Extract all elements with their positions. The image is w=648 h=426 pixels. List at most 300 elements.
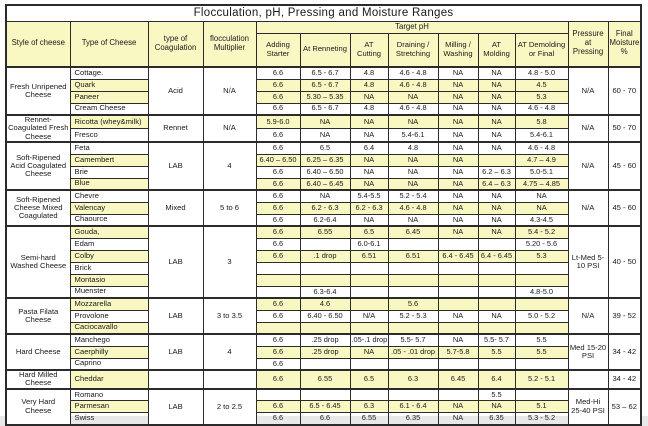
ph-molding-cell [478,298,515,310]
ph-renneting-cell: 6.55 [300,370,350,389]
ph-renneting-cell: 6.55 [300,226,350,238]
ph-demolding-cell [515,262,568,274]
ph-renneting-cell: 6.5 - 6.45 [300,401,350,413]
ph-milling-cell: NA [438,334,478,346]
table-row [6,262,641,274]
ph-cutting-cell: NA [350,178,388,190]
ph-cutting-cell [350,322,388,334]
ph-milling-cell: 6.4 - 6.45 [438,250,478,262]
cheese-type-cell: Brie [70,166,148,178]
multiplier-cell [203,370,256,389]
table-row [6,214,641,226]
pressure-cell: N/A [568,142,608,190]
ph-cutting-cell: NA [350,115,388,129]
cheese-type-cell: Montasio [70,274,148,286]
cheese-type-cell: Chaource [70,214,148,226]
ph-adding-cell: 6.6 [256,310,300,322]
ph-molding-cell: 6.4 [478,370,515,389]
ph-cutting-cell [350,298,388,310]
ph-draining-cell: NA [388,178,438,190]
ph-molding-cell [478,262,515,274]
cheese-type-cell: Mozzarella [70,298,148,310]
ph-draining-cell: 4.8 [388,142,438,154]
ph-adding-cell: 6.6 [256,401,300,413]
ph-adding-cell: 6.6 [256,202,300,214]
ph-demolding-cell: 5.1 [515,401,568,413]
ph-molding-cell: 6.2 – 6.3 [478,166,515,178]
ph-draining-cell: 5.2 - 5.4 [388,190,438,202]
ph-renneting-cell: 6.2 - 6.3 [300,202,350,214]
ph-milling-cell [438,298,478,310]
table-row [6,178,641,190]
ph-draining-cell: 6.51 [388,250,438,262]
cheese-type-cell: Ricotta (whey&milk) [70,115,148,129]
ph-molding-cell: NA [478,79,515,91]
ph-molding-cell: NA [478,67,515,79]
ph-demolding-cell: 5.8 [515,115,568,129]
style-group-cell: Fresh Unripened Cheese [6,67,70,115]
ph-cutting-cell [350,389,388,401]
table-row [6,238,641,250]
ph-adding-cell: 6.6 [256,346,300,358]
pressure-cell: Med-Hi 25-40 PSI [568,389,608,425]
ph-draining-cell [388,322,438,334]
ph-milling-cell: NA [438,142,478,154]
column-header-at-renneting: At Renneting [300,33,350,67]
ph-milling-cell: NA [438,91,478,103]
ph-demolding-cell [515,274,568,286]
table-row [6,166,641,178]
ph-renneting-cell: 6.6 [300,413,350,425]
multiplier-cell: 5 to 6 [203,190,256,226]
ph-demolding-cell: NA [515,202,568,214]
ph-demolding-cell: 5.0-5.1 [515,166,568,178]
ph-renneting-cell: 5.30 – 5.35 [300,91,350,103]
table-row [6,190,641,202]
table-row [6,91,641,103]
ph-renneting-cell: 6.25 – 6.35 [300,154,350,166]
ph-milling-cell: NA [438,178,478,190]
ph-cutting-cell: 6.51 [350,250,388,262]
table-row [6,154,641,166]
ph-milling-cell: NA [438,310,478,322]
cheese-type-cell: Parmesan [70,401,148,413]
ph-cutting-cell: NA [350,91,388,103]
table-row [6,115,641,129]
cheese-type-cell: Cream Cheese [70,103,148,115]
ph-renneting-cell [300,262,350,274]
cheese-type-cell: Fresco [70,129,148,143]
ph-demolding-cell [515,322,568,334]
ph-adding-cell: 6.6 [256,413,300,425]
ph-demolding-cell: 5.20 - 5.6 [515,238,568,250]
ph-adding-cell: 6.6 [256,129,300,143]
ph-demolding-cell: 5.5 [515,346,568,358]
ph-cutting-cell: NA [350,129,388,143]
ph-adding-cell [256,274,300,286]
cheese-type-cell: Edam [70,238,148,250]
cheese-type-cell: Gouda, [70,226,148,238]
style-group-cell: Rennet-Coagulated Fresh Cheese [6,115,70,142]
ph-cutting-cell: NA [350,346,388,358]
ph-cutting-cell [350,286,388,298]
cheese-type-cell: Feta [70,142,148,154]
ph-demolding-cell: NA [515,190,568,202]
ph-renneting-cell: .25 drop [300,346,350,358]
ph-milling-cell: NA [438,115,478,129]
ph-renneting-cell: 6.5 - 6.7 [300,67,350,79]
ph-molding-cell: NA [478,190,515,202]
ph-adding-cell: 6.6 [256,226,300,238]
ph-molding-cell: NA [478,115,515,129]
ph-milling-cell [438,322,478,334]
style-group-cell: Hard Cheese [6,334,70,370]
ph-draining-cell [388,286,438,298]
cheese-type-cell: Romano [70,389,148,401]
ph-adding-cell: 6.40 – 6.50 [256,154,300,166]
coagulation-cell: LAB [148,226,203,298]
ph-cutting-cell: .05-.1 drop [350,334,388,346]
ph-molding-cell [478,154,515,166]
ph-demolding-cell: 5.0 - 5.2 [515,310,568,322]
pressure-cell: N/A [568,298,608,334]
coagulation-cell: Mixed [148,190,203,226]
ph-milling-cell: NA [438,166,478,178]
ph-molding-cell: 5.5- 5.7 [478,334,515,346]
ph-cutting-cell: NA [350,214,388,226]
ph-milling-cell [438,286,478,298]
ph-draining-cell: 4.6 - 4.8 [388,103,438,115]
ph-renneting-cell [300,238,350,250]
column-header-draining-stretching: Draining / Stretching [388,33,438,67]
ph-demolding-cell: 5.5 [515,334,568,346]
pressure-cell: N/A [568,115,608,142]
ph-renneting-cell: 6.40 – 6.45 [300,178,350,190]
ph-renneting-cell: 6.3-6.4 [300,286,350,298]
style-group-cell: Hard Milled Cheese [6,370,70,389]
column-header-at-molding: AT Molding [478,33,515,67]
ph-adding-cell: 6.6 [256,142,300,154]
pressure-cell [568,370,608,389]
table-row [6,226,641,238]
table-body [6,67,641,425]
ph-draining-cell [388,389,438,401]
ph-renneting-cell [300,389,350,401]
column-header-final-moisture: Final Moisture % [608,21,641,67]
multiplier-cell: 3 [203,226,256,298]
style-group-cell: Soft-Ripened Cheese Mixed Coagulated [6,190,70,226]
ph-adding-cell: 5.9-6.0 [256,115,300,129]
ph-demolding-cell: 4.8 - 5.0 [515,67,568,79]
table-row [6,401,641,413]
ph-draining-cell: 6.45 [388,226,438,238]
column-header-flocculation-multiplier: flocculation Multiplier [203,21,256,67]
ph-renneting-cell: .25 drop [300,334,350,346]
ph-cutting-cell: 4.8 [350,103,388,115]
ph-adding-cell: 6.6 [256,166,300,178]
ph-adding-cell [256,322,300,334]
ph-milling-cell: NA [438,103,478,115]
ph-demolding-cell: 4.6 - 4.8 [515,142,568,154]
ph-renneting-cell: NA [300,129,350,143]
column-header-milling-washing: Milling / Washing [438,33,478,67]
style-group-cell: Pasta Filata Cheese [6,298,70,334]
ph-cutting-cell: 6.3 [350,401,388,413]
table-row [6,322,641,334]
title-row [6,5,641,21]
multiplier-cell: N/A [203,115,256,142]
cheese-type-cell: Valencay [70,202,148,214]
ph-draining-cell: 6.3 [388,370,438,389]
ph-molding-cell [478,274,515,286]
moisture-cell: 39 - 52 [608,298,641,334]
ph-cutting-cell [350,274,388,286]
table-row [6,142,641,154]
ph-adding-cell: 6.6 [256,79,300,91]
cheese-type-cell: Chevre [70,190,148,202]
ph-milling-cell: NA [438,226,478,238]
ph-cutting-cell: 4.8 [350,79,388,91]
ph-draining-cell: .05 - .01 drop [388,346,438,358]
cheese-type-cell: Manchego [70,334,148,346]
moisture-cell: 53 – 62 [608,389,641,425]
pressure-cell: N/A [568,67,608,115]
column-header-style-of-cheese: Style of cheese [6,21,70,67]
ph-renneting-cell [300,322,350,334]
table-row [6,103,641,115]
table-row [6,129,641,143]
ph-cutting-cell: NA [350,154,388,166]
ph-milling-cell: NA [438,67,478,79]
ph-cutting-cell: NA [350,166,388,178]
moisture-cell: 34 - 42 [608,334,641,370]
table-title: Flocculation, pH, Pressing and Moisture Ranges [6,5,641,21]
ph-demolding-cell: 4.75 – 4.85 [515,178,568,190]
table-row [6,274,641,286]
cheese-type-cell: Paneer [70,91,148,103]
table-row [6,346,641,358]
moisture-cell: 50 - 70 [608,115,641,142]
ph-draining-cell [388,238,438,250]
ph-molding-cell: NA [478,202,515,214]
ph-milling-cell: NA [438,413,478,425]
ph-molding-cell: NA [478,103,515,115]
ph-renneting-cell: 6.5 - 6.7 [300,103,350,115]
ph-renneting-cell [300,358,350,370]
ph-milling-cell: NA [438,154,478,166]
ph-demolding-cell: 5.4-6.1 [515,129,568,143]
ph-draining-cell: 5.6 [388,298,438,310]
column-header-pressure-at-pressing: Pressure at Pressing [568,21,608,67]
target-ph-header: Target pH [256,21,568,33]
cheese-type-cell: Cottage. [70,67,148,79]
ph-adding-cell: 6.6 [256,178,300,190]
ph-milling-cell [438,389,478,401]
table-row [6,67,641,79]
ph-milling-cell: NA [438,190,478,202]
cheese-type-cell: Caciocavallo [70,322,148,334]
ph-milling-cell [438,262,478,274]
ph-adding-cell: 6.6 [256,103,300,115]
coagulation-cell: LAB [148,334,203,370]
ph-molding-cell: NA [478,310,515,322]
ph-molding-cell: 6.4 - 6.45 [478,250,515,262]
ph-molding-cell [478,286,515,298]
ph-draining-cell: 6.35 [388,413,438,425]
ph-cutting-cell: 6.4 [350,142,388,154]
ph-renneting-cell: 6.40 - 6.50 [300,310,350,322]
ph-demolding-cell: 5.2 - 5.1 [515,370,568,389]
ph-renneting-cell: NA [300,190,350,202]
table-row [6,413,641,425]
cheese-type-cell: Camembert [70,154,148,166]
cheese-type-cell: Brick [70,262,148,274]
cheese-type-cell: Quark [70,79,148,91]
ph-molding-cell: 5.5 [478,346,515,358]
ph-molding-cell: NA [478,129,515,143]
ph-molding-cell: 6.4 – 6.3 [478,178,515,190]
coagulation-cell: Acid [148,67,203,115]
table-row [6,250,641,262]
cheese-type-cell: Cheddar [70,370,148,389]
ph-adding-cell: 6.6 [256,250,300,262]
ph-draining-cell [388,274,438,286]
ph-demolding-cell: 4.3-4.5 [515,214,568,226]
ph-cutting-cell: 6.5 [350,226,388,238]
multiplier-cell: 3 to 3.5 [203,298,256,334]
coagulation-cell: Rennet [148,115,203,142]
table-row [6,202,641,214]
column-header-type-of-cheese: Type of Cheese [70,21,148,67]
multiplier-cell: 2 to 2.5 [203,389,256,425]
ph-cutting-cell: N/A [350,310,388,322]
ph-draining-cell: 6.1 - 6.4 [388,401,438,413]
ph-cutting-cell [350,262,388,274]
ph-renneting-cell: 6.2-6.4 [300,214,350,226]
ph-milling-cell: NA [438,129,478,143]
ph-molding-cell: NA [478,142,515,154]
ph-draining-cell: 4.6 - 4.8 [388,79,438,91]
ph-molding-cell [478,322,515,334]
table-row [6,370,641,389]
ph-adding-cell: 6.6 [256,67,300,79]
ph-milling-cell: NA [438,214,478,226]
ph-renneting-cell: 6.40 – 6.50 [300,166,350,178]
column-header-adding-starter: Adding Starter [256,33,300,67]
cheese-type-cell: Provolone [70,310,148,322]
column-header-type-of-coagulation: type of Coagulation [148,21,203,67]
cheese-type-cell: Muenster [70,286,148,298]
pressure-cell: Med 15-20 PSI [568,334,608,370]
ph-adding-cell: 6.6 [256,298,300,310]
style-group-cell: Semi-hard Washed Cheese [6,226,70,298]
coagulation-cell: LAB [148,298,203,334]
ph-milling-cell: NA [438,202,478,214]
ph-molding-cell: 6.35 [478,413,515,425]
coagulation-cell [148,370,203,389]
style-group-cell: Soft-Ripened Acid Coagulated Cheese [6,142,70,190]
ph-adding-cell: 6.6 [256,190,300,202]
ph-molding-cell: NA [478,214,515,226]
ph-milling-cell: 6.45 [438,370,478,389]
ph-renneting-cell: 6.5 [300,142,350,154]
ph-adding-cell: 6.6 [256,358,300,370]
ph-adding-cell: 6.6 [256,91,300,103]
ph-milling-cell [438,358,478,370]
ph-molding-cell: NA [478,226,515,238]
coagulation-cell: LAB [148,142,203,190]
multiplier-cell: 4 [203,142,256,190]
ph-adding-cell: 6.6 [256,334,300,346]
ph-renneting-cell: NA [300,115,350,129]
ph-renneting-cell [300,274,350,286]
ph-draining-cell: 4.6 - 4.8 [388,67,438,79]
cheese-type-cell: Caprino [70,358,148,370]
multiplier-cell: N/A [203,67,256,115]
ph-draining-cell: NA [388,166,438,178]
ph-renneting-cell: 6.5 - 6.7 [300,79,350,91]
ph-cutting-cell: 6.2 - 6.3 [350,202,388,214]
ph-draining-cell [388,262,438,274]
ph-draining-cell: 5.5- 5.7 [388,334,438,346]
ph-cutting-cell: 6.0-6.1 [350,238,388,250]
ph-molding-cell: NA [478,91,515,103]
ph-draining-cell: NA [388,214,438,226]
moisture-cell: 45 - 60 [608,190,641,226]
ph-cutting-cell [350,358,388,370]
table-row [6,286,641,298]
ph-demolding-cell: 5.4 - 5.2 [515,226,568,238]
table-row [6,358,641,370]
ph-demolding-cell: 4.7 – 4.9 [515,154,568,166]
ph-draining-cell [388,358,438,370]
pressure-cell: Lt-Med 5-10 PSI [568,226,608,298]
ph-molding-cell: NA [478,401,515,413]
ph-draining-cell: 5.2 - 5.3 [388,310,438,322]
ph-milling-cell: NA [438,401,478,413]
pressure-cell: N/A [568,190,608,226]
ph-adding-cell [256,389,300,401]
ph-cutting-cell: 4.8 [350,67,388,79]
cheese-type-cell: Blue [70,178,148,190]
coagulation-cell: LAB [148,389,203,425]
cheese-type-cell: Caerphilly [70,346,148,358]
ph-draining-cell: 4.6 - 4.8 [388,202,438,214]
table-row [6,310,641,322]
moisture-cell: 45 - 60 [608,142,641,190]
ph-demolding-cell [515,298,568,310]
ph-adding-cell [256,286,300,298]
ph-demolding-cell: 4.6 - 4.8 [515,103,568,115]
cheese-type-cell: Swiss [70,413,148,425]
cheese-type-cell: Colby [70,250,148,262]
ph-draining-cell: NA [388,91,438,103]
ph-milling-cell [438,274,478,286]
ph-milling-cell [438,238,478,250]
ph-demolding-cell [515,358,568,370]
ph-milling-cell: 5.7-5.8 [438,346,478,358]
ph-demolding-cell: 4.8-5.0 [515,286,568,298]
style-group-cell: Very Hard Cheese [6,389,70,425]
table-row [6,298,641,310]
ph-molding-cell [478,238,515,250]
ph-molding-cell: 5.5 [478,389,515,401]
column-header-at-demolding-or-final: AT Demolding or Final [515,33,568,67]
ph-adding-cell [256,262,300,274]
ph-cutting-cell: 5.4-5.5 [350,190,388,202]
table-row [6,79,641,91]
ph-draining-cell: NA [388,154,438,166]
